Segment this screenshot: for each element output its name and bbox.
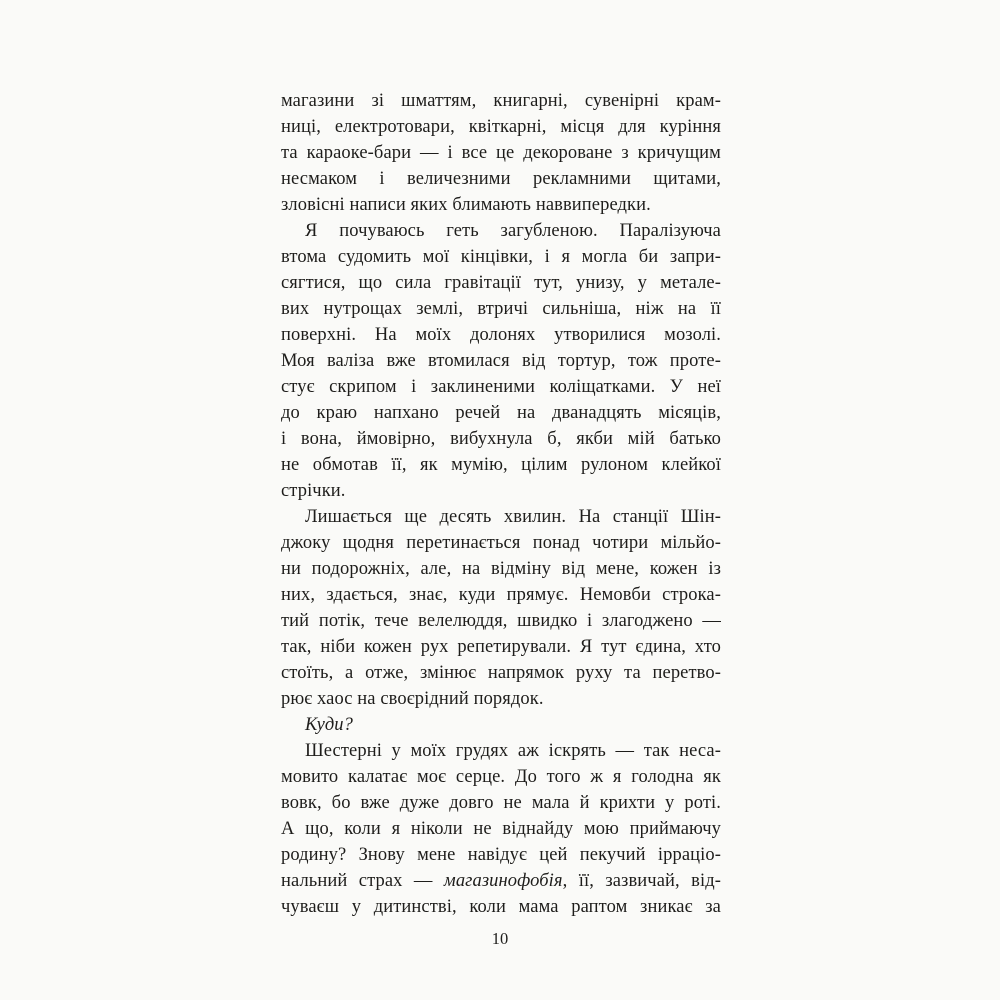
text-segment: тий потік, тече велелюддя, швидко і злагоджено — <box>281 611 721 631</box>
text-segment: так, ніби кожен рух репетирували. Я тут єдина, хто <box>281 637 721 657</box>
text-segment: несмаком і величезними рекламними щитами, <box>281 169 721 189</box>
paragraph <box>281 88 721 218</box>
text-line <box>281 400 721 426</box>
text-line <box>281 452 721 478</box>
text-segment: зловісні написи яких блимають наввипередки. <box>281 195 651 215</box>
text-segment: стоїть, а отже, змінює напрямок руху та перетво- <box>281 663 721 683</box>
text-line <box>281 218 721 244</box>
text-line <box>281 582 721 608</box>
text-line <box>281 426 721 452</box>
text-segment: до краю напхано речей на дванадцять місяців, <box>281 403 721 423</box>
text-line <box>281 634 721 660</box>
text-line <box>281 556 721 582</box>
text-line <box>281 270 721 296</box>
text-segment: джоку щодня перетинається понад чотири мільйо- <box>281 533 721 553</box>
italic-text-segment: магазинофобія <box>443 871 563 891</box>
text-line <box>281 348 721 374</box>
text-segment: вих нутрощах землі, втричі сильніша, ніж на її <box>281 299 721 319</box>
text-segment: Я почуваюсь геть загубленою. Паралізуюча <box>305 221 721 241</box>
italic-text-segment: Куди? <box>305 715 354 735</box>
text-segment: нальний страх — <box>281 871 444 891</box>
text-segment: родину? Знову мене навідує цей пекучий ірраціо- <box>281 845 721 865</box>
text-segment: , її, зазвичай, від- <box>562 871 722 891</box>
text-line <box>281 868 721 894</box>
text-line <box>281 894 721 920</box>
text-line <box>281 530 721 556</box>
text-line <box>281 686 721 712</box>
text-line <box>281 140 721 166</box>
text-line <box>281 374 721 400</box>
text-line <box>281 244 721 270</box>
text-segment: стує скрипом і заклиненими коліщатками. У неї <box>281 377 721 397</box>
page-number: 10 <box>491 929 509 948</box>
text-segment: Шестерні у моїх грудях аж іскрять — так неса- <box>305 741 721 761</box>
text-segment: мовито калатає моє серце. До того ж я голодна як <box>281 767 721 787</box>
text-line <box>281 738 721 764</box>
text-line <box>281 322 721 348</box>
paragraph <box>281 504 721 712</box>
text-segment: втома судомить мої кінцівки, і я могла би запри- <box>281 247 721 267</box>
text-segment: них, здається, знає, куди прямує. Немовби строка- <box>281 585 721 605</box>
text-segment: чуваєш у дитинстві, коли мама раптом зникає за <box>281 897 721 917</box>
text-segment: і вона, ймовірно, вибухнула б, якби мій батько <box>281 429 721 449</box>
text-line <box>281 192 721 218</box>
text-line <box>281 712 721 738</box>
text-line <box>281 660 721 686</box>
text-segment: та караоке-бари — і все це декороване з кричущим <box>281 143 721 163</box>
text-line <box>281 816 721 842</box>
text-segment: сягтися, що сила гравітації тут, унизу, у метале- <box>281 273 721 293</box>
text-segment: поверхні. На моїх долонях утворилися мозолі. <box>281 325 721 345</box>
text-line <box>281 504 721 530</box>
text-line <box>281 478 721 504</box>
text-segment: Моя валіза вже втомилася від тортур, тож проте- <box>281 351 721 371</box>
text-segment: ниці, електротовари, квіткарні, місця для куріння <box>281 117 721 137</box>
text-line <box>281 764 721 790</box>
text-line <box>281 114 721 140</box>
text-block <box>281 88 721 920</box>
text-line <box>281 296 721 322</box>
text-line <box>281 790 721 816</box>
text-segment: рює хаос на своєрідний порядок. <box>281 689 544 709</box>
text-segment: магазини зі шматтям, книгарні, сувенірні крам- <box>281 91 721 111</box>
paragraph <box>281 712 721 738</box>
text-segment: вовк, бо вже дуже довго не мала й крихти у роті. <box>281 793 721 813</box>
text-line <box>281 608 721 634</box>
text-line <box>281 842 721 868</box>
text-segment: ни подорожніх, але, на відміну від мене, кожен із <box>281 559 721 579</box>
paragraph <box>281 738 721 920</box>
text-line <box>281 166 721 192</box>
paragraph <box>281 218 721 504</box>
text-segment: стрічки. <box>281 481 346 501</box>
text-segment: А що, коли я ніколи не віднайду мою приймаючу <box>281 819 721 839</box>
text-segment: не обмотав її, як мумію, цілим рулоном клейкої <box>281 455 721 475</box>
text-line <box>281 88 721 114</box>
text-segment: Лишається ще десять хвилин. На станції Шін- <box>305 507 721 527</box>
